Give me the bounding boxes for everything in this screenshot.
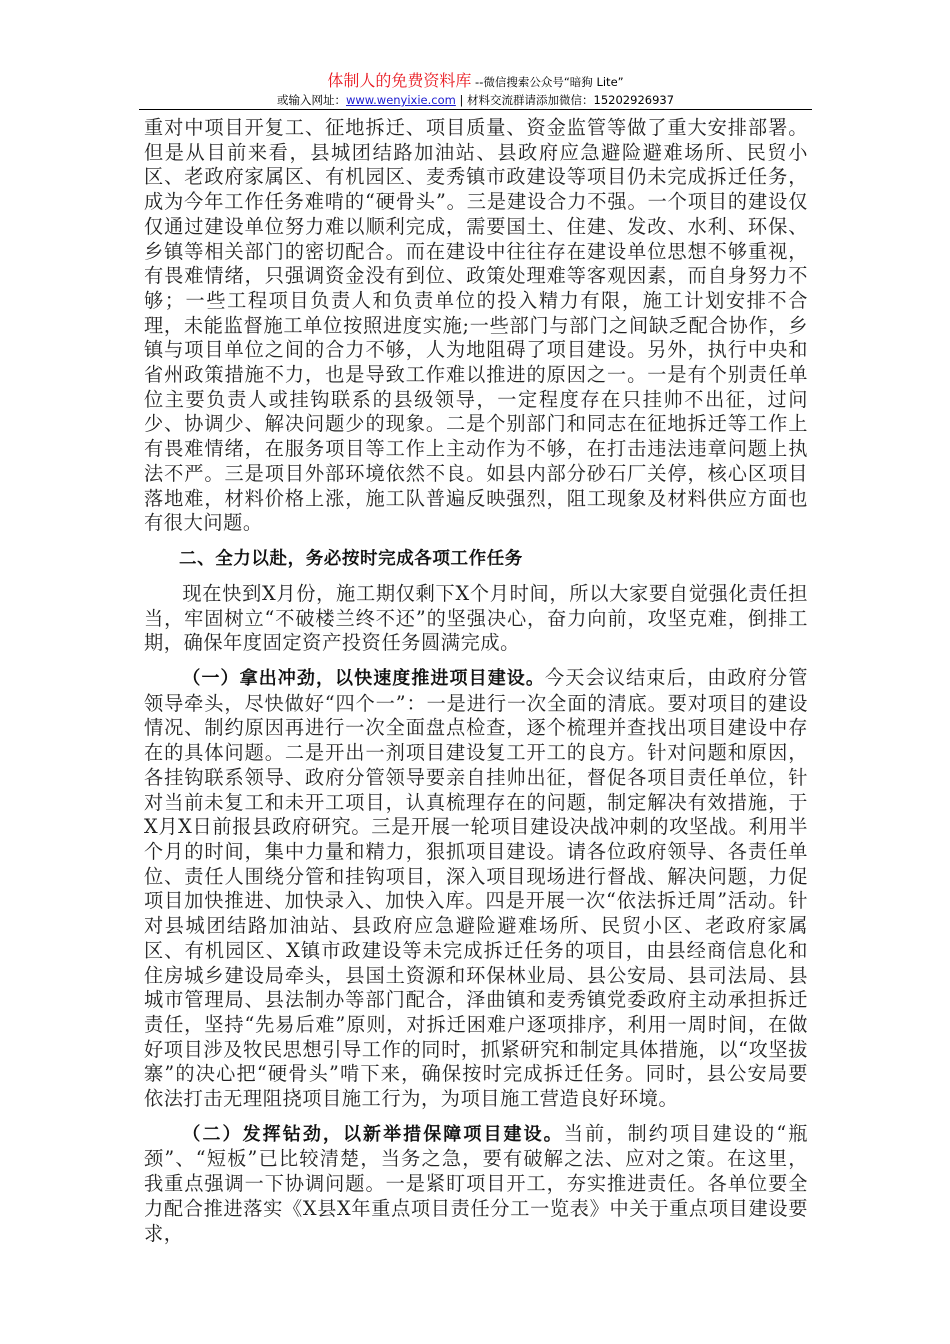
document-body (144, 116, 808, 1246)
paragraph-continuation: 重对中项目开复工、征地拆迁、项目质量、资金监管等做了重大安排部署。但是从目前来看，县城团结路加油站、县政府应急避险避难场所、民贸小区、老政府家属区、有机园区、麦秀镇市政建设等项目仍未完成拆迁任务，成为今年工作任务难啃的“硬骨头”。三是建设合力不强。一个项目的建设仅仅通过建设单位努力难以顺利完成，需要国土、住建、发改、水利、环保、乡镇等相关部门的密切配合。而在建设中往往存在建设单位思想不够重视，有畏难情绪，只强调资金没有到位、政策处理难等客观因素，而自身努力不够；一些工程项目负责人和负责单位的投入精力有限，施工计划安排不合理，未能监督施工单位按照进度实施;一些部门与部门之间缺乏配合协作，乡镇与项目单位之间的合力不够，人为地阻碍了项目建设。另外，执行中央和省州政策措施不力，也是导致工作难以推进的原因之一。一是有个别责任单位主要负责人或挂钩联系的县级领导，一定程度存在只挂帅不出征，过问少、协调少、解决问题少的现象。二是个别部门和同志在征地拆迁等工作上有畏难情绪，在服务项目等工作上主动作为不够，在打击违法违章问题上执法不严。三是项目外部环境依然不良。如县内部分砂石厂关停，核心区项目落地难，材料价格上涨，施工队普遍反映强烈，阻工现象及材料供应方面也有很大问题。 (144, 116, 808, 535)
paragraph-section2-intro: 现在快到X月份，施工期仅剩下X个月时间，所以大家要自觉强化责任担当，牢固树立“不破楼兰终不还”的坚强决心，奋力向前，攻坚克难，倒排工期，确保年度固定资产投资任务圆满完成。 (144, 581, 808, 655)
header-contact-line (139, 91, 812, 109)
brand-suffix: --微信搜索公众号“暗狗 Lite” (471, 75, 624, 89)
url-prefix: 或输入网址： (276, 93, 346, 107)
subsection-2-lead: （二）发挥钻劲，以新举措保障项目建设。 (182, 1123, 564, 1145)
section-heading-2: 二、全力以赴，务必按时完成各项工作任务 (179, 548, 523, 569)
website-link[interactable]: www.wenyixie.com (345, 93, 456, 107)
subsection-1-text: 今天会议结束后，由政府分管领导牵头，尽快做好“四个一”：一是进行一次全面的清底。要对项目的建设情况、制约原因再进行一次全面盘点检查，逐个梳理并查找出项目建设中存在的具体问题。二是开出一剂项目建设复工开工的良方。针对问题和原因，各挂钩联系领导、政府分管领导要亲自挂帅出征，督促各项目责任单位，针对当前未复工和未开工项目，认真梳理存在的问题，制定解决有效措施，于X月X日前报县政府研究。三是开展一轮项目建设决战冲刺的攻坚战。利用半个月的时间，集中力量和精力，狠抓项目建设。请各位政府领导、各责任单位、责任人围绕分管和挂钩项目，深入项目现场进行督战、解决问题，力促项目加快推进、加快录入、加快入库。四是开展一次“依法拆迁周”活动。针对县城团结路加油站、县政府应急避险避难场所、民贸小区、老政府家属区、有机园区、X镇市政建设等未完成拆迁任务的项目，由县经商信息化和住房城乡建设局牵头，县国土资源和环保林业局、县公安局、县司法局、县城市管理局、县法制办等部门配合，泽曲镇和麦秀镇党委政府主动承担拆迁责任，坚持“先易后难”原则，对拆迁困难户逐项排序，利用一周时间，在做好项目涉及牧民思想引导工作的同时，抓紧研究和制定具体措施，以“攻坚拔寨”的决心把“硬骨头”啃下来，确保按时完成拆迁任务。同时，县公安局要依法打击无理阻挠项目施工行为，为项目施工营造良好环境。 (144, 666, 808, 1111)
page-header (139, 72, 812, 109)
subsection-2-text: 当前，制约项目建设的“瓶颈”、“短板”已比较清楚，当务之急，要有破解之法、应对之策。在这里，我重点强调一下协调问题。一是紧盯项目开工，夯实推进责任。各单位要全力配合推进落实《X县X年重点项目责任分工一览表》中关于重点项目建设要求， (144, 1121, 808, 1245)
paragraph-subsection-1 (144, 666, 808, 1112)
brand-title: 体制人的免费资料库 (327, 71, 472, 90)
subsection-1-lead: （一）拿出冲劲，以快速度推进项目建设。 (182, 668, 545, 690)
contact-info: | 材料交流群请添加微信：15202926937 (455, 93, 675, 107)
paragraph-subsection-2 (144, 1122, 808, 1247)
header-title-line (139, 72, 812, 91)
header-divider (139, 109, 812, 110)
